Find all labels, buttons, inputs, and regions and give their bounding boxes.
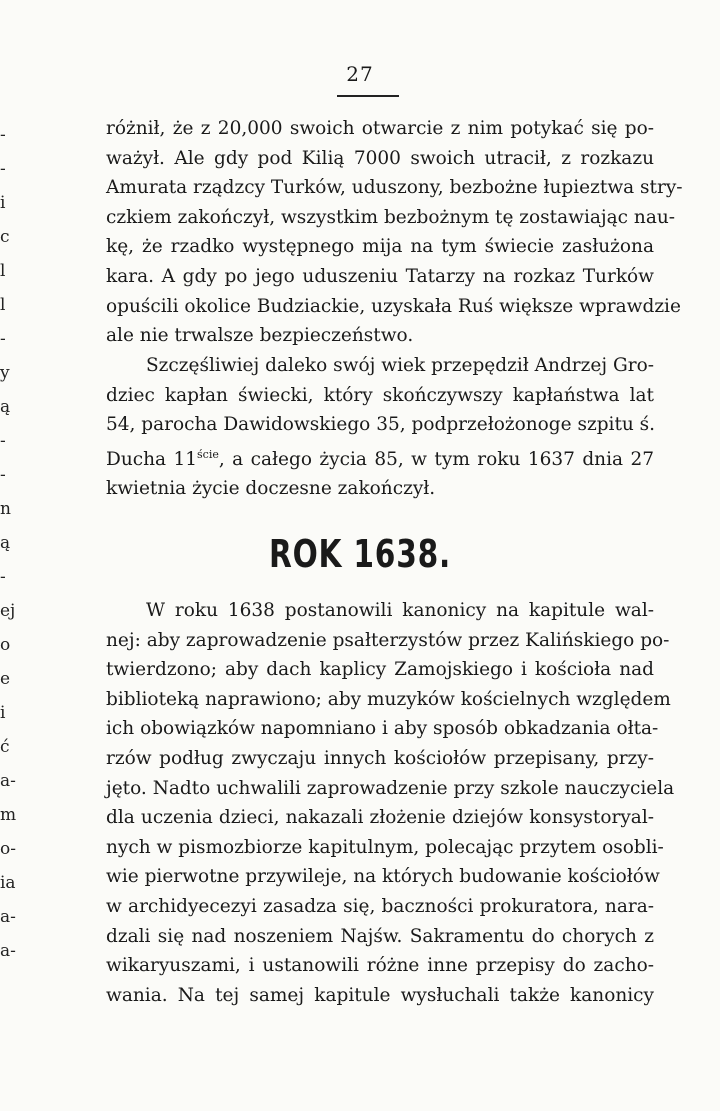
text-line: nych w pismozbiorze kapitulnym, polecając przytem osobli-	[106, 836, 664, 858]
margin-fragment	[0, 968, 24, 1002]
text-line: nej: aby zaprowadzenie psałterzystów przez Kalińskiego po-	[106, 629, 670, 651]
margin-fragment: e	[0, 669, 11, 689]
margin-fragment: ia	[0, 873, 16, 893]
text-line: czkiem zakończył, wszystkim bezbożnym tę zostawiając nau-	[106, 206, 676, 228]
paragraph-2	[106, 351, 654, 504]
text-line: dla uczenia dzieci, nakazali złożenie dziejów konsystoryal-	[106, 807, 654, 829]
margin-fragment: -	[0, 159, 6, 179]
text-line: wania. Na tej samej kapitule wysłuchali także kanonicy	[106, 984, 654, 1006]
text-line: kę, że rzadko występnego mija na tym świecie zasłużona	[106, 236, 654, 258]
margin-fragment: n	[0, 499, 11, 519]
text-line: 54, parocha Dawidowskiego 35, podprzełożonoge szpitu ś.	[106, 414, 656, 436]
text-line: różnił, że z 20,000 swoich otwarcie z nim potykać się po-	[106, 118, 654, 139]
margin-fragment: a-	[0, 907, 16, 927]
text-line: Szczęśliwiej daleko swój wiek przepędził Andrzej Gro-	[146, 355, 654, 376]
margin-fragment: l	[0, 295, 6, 315]
page-number: 27	[346, 62, 374, 86]
section-heading: ROK 1638.	[268, 532, 452, 576]
margin-fragment: a-	[0, 941, 16, 961]
margin-fragment: a-	[0, 771, 16, 791]
margin-fragment: ć	[0, 737, 10, 757]
margin-fragment: i	[0, 193, 6, 213]
text-line: Amurata rządzcy Turków, uduszony, bezbożne łupieztwa stry-	[106, 177, 683, 199]
margin-fragment: ą	[0, 397, 11, 417]
text-line: jęto. Nadto uchwalili zaprowadzenie przy szkole nauczyciela	[106, 777, 675, 799]
margin-fragment: ą	[0, 533, 11, 553]
text-line	[106, 440, 654, 475]
margin-fragment: o-	[0, 839, 16, 859]
margin-fragment: -	[0, 431, 6, 451]
text-fragment: , a całego życia 85, w tym roku 1637 dnia 27	[218, 448, 654, 470]
superscript: ście	[197, 447, 219, 461]
margin-fragment: i	[0, 703, 6, 723]
margin-fragment: m	[0, 805, 17, 825]
text-line: ich obowiązków napomniano i aby sposób obkadzania ołta-	[106, 718, 659, 740]
margin-fragment: y	[0, 363, 10, 383]
margin-fragment: -	[0, 125, 6, 145]
text-line: kwietnia życie doczesne zakończył.	[106, 478, 436, 500]
margin-fragment: o	[0, 635, 11, 655]
text-line: w archidyecezyi zasadza się, baczności prokuratora, nara-	[106, 895, 654, 917]
text-line: dziec kapłan świecki, który skończywszy kapłaństwa lat	[106, 384, 654, 406]
left-margin-fragments	[0, 118, 24, 1002]
margin-fragment: ej	[0, 601, 16, 621]
text-line: twierdzono; aby dach kaplicy Zamojskiego i kościoła nad	[106, 659, 654, 681]
text-line: biblioteką naprawiono; aby muzyków kościelnych względem	[106, 688, 671, 710]
margin-fragment: -	[0, 567, 6, 587]
margin-fragment: l	[0, 261, 6, 281]
text-line: wikaryuszami, i ustanowili różne inne przepisy do zacho-	[106, 955, 654, 977]
paragraph-3	[106, 596, 675, 1010]
margin-fragment: c	[0, 227, 10, 247]
text-line: W roku 1638 postanowili kanonicy na kapitule wal-	[146, 600, 654, 621]
paragraph-1	[106, 114, 683, 351]
text-line: ale nie trwalsze bezpieczeństwo.	[106, 325, 414, 347]
margin-fragment: -	[0, 329, 6, 349]
text-line: opuścili okolice Budziackie, uzyskała Ruś większe wprawdzie	[106, 295, 681, 317]
text-line: dzali się nad noszeniem Najśw. Sakramentu do chorych z	[106, 925, 654, 947]
margin-fragment: -	[0, 465, 6, 485]
text-fragment: Ducha 11	[106, 448, 198, 470]
text-line: rzów podług zwyczaju innych kościołów przepisany, przy-	[106, 747, 654, 769]
text-line: wie pierwotne przywileje, na których budowanie kościołów	[106, 866, 660, 888]
text-line: kara. A gdy po jego uduszeniu Tatarzy na rozkaz Turków	[106, 265, 654, 287]
text-line: ważył. Ale gdy pod Kilią 7000 swoich utracił, z rozkazu	[106, 147, 654, 169]
page-number-rule	[337, 95, 399, 97]
